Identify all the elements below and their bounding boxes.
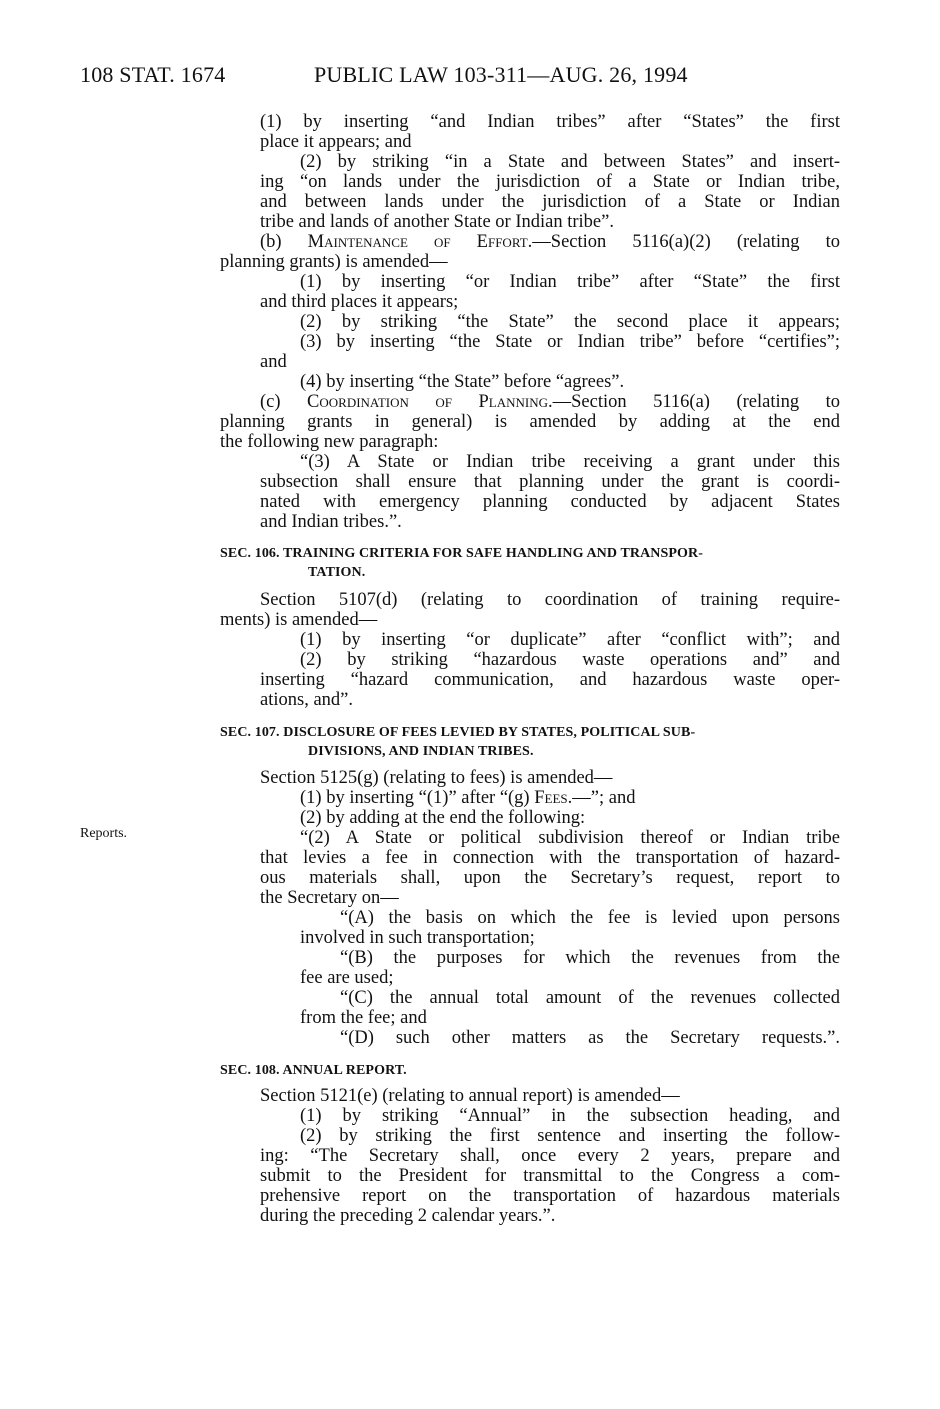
subsection-c-heading-line: (c) Coordination of Planning.—Section 5116(a) (relating to: [260, 392, 840, 412]
text-line: Section 5121(e) (relating to annual report) is amended—: [260, 1086, 680, 1106]
text-line: and third places it appears;: [260, 292, 459, 312]
text-line: and: [260, 352, 287, 372]
header-law-title: PUBLIC LAW 103-311—AUG. 26, 1994: [314, 62, 688, 87]
text-line: “(A) the basis on which the fee is levied upon persons: [340, 908, 840, 928]
text-line: involved in such transportation;: [300, 928, 535, 948]
text-line: “(D) such other matters as the Secretary requests.”.: [340, 1028, 840, 1048]
text-line: tribe and lands of another State or Indian tribe”.: [260, 212, 614, 232]
text-line: (1) by inserting “or duplicate” after “conflict with”; and: [300, 630, 840, 650]
text-line: ing “on lands under the jurisdiction of a State or Indian tribe,: [260, 172, 840, 192]
section-108-heading: SEC. 108. ANNUAL REPORT.: [220, 1063, 407, 1078]
text-line: (2) by striking the first sentence and inserting the follow-: [300, 1126, 840, 1146]
text-line: from the fee; and: [300, 1008, 427, 1028]
text-line: (2) by striking “the State” the second place it appears;: [300, 312, 840, 332]
text-line: inserting “hazard communication, and hazardous waste oper-: [260, 670, 840, 690]
text-line: the following new paragraph:: [220, 432, 439, 452]
text-line: (3) by inserting “the State or Indian tribe” before “certifies”;: [300, 332, 840, 352]
text-line: fee are used;: [300, 968, 394, 988]
text-line: planning grants) is amended—: [220, 252, 448, 272]
text-line: place it appears; and: [260, 132, 412, 152]
text-line: ments) is amended—: [220, 610, 378, 630]
text-line: (1) by inserting “(1)” after “(g) Fees.—”; and: [300, 788, 636, 808]
text-line: (1) by inserting “or Indian tribe” after “State” the first: [300, 272, 840, 292]
margin-note-reports: Reports.: [80, 826, 128, 841]
text-line: “(2) A State or political subdivision thereof or Indian tribe: [300, 828, 840, 848]
text-line: ations, and”.: [260, 690, 353, 710]
text-line: (4) by inserting “the State” before “agrees”.: [300, 372, 625, 392]
section-107-heading-cont: DIVISIONS, AND INDIAN TRIBES.: [308, 744, 534, 759]
text-line: “(C) the annual total amount of the revenues collected: [340, 988, 840, 1008]
subsection-b-heading-line: (b) Maintenance of Effort.—Section 5116(a)(2) (relating to: [260, 232, 841, 252]
text-line: and between lands under the jurisdiction of a State or Indian: [260, 192, 840, 212]
text-line: (1) by striking “Annual” in the subsection heading, and: [300, 1106, 840, 1126]
section-106-heading-cont: TATION.: [308, 565, 366, 580]
text-line: (1) by inserting “and Indian tribes” after “States” the first: [260, 112, 840, 132]
text-line: “(3) A State or Indian tribe receiving a grant under this: [300, 452, 840, 472]
text-line: submit to the President for transmittal to the Congress a com-: [260, 1166, 840, 1186]
header-stat-page: 108 STAT. 1674: [80, 62, 226, 87]
text-line: nated with emergency planning conducted by adjacent States: [260, 492, 840, 512]
text-line: and Indian tribes.”.: [260, 512, 402, 532]
text-line: Section 5107(d) (relating to coordination of training require-: [260, 590, 840, 610]
section-106-heading: SEC. 106. TRAINING CRITERIA FOR SAFE HANDLING AND TRANSPOR-: [220, 546, 704, 561]
text-line: ing: “The Secretary shall, once every 2 years, prepare and: [260, 1146, 840, 1166]
text-line: planning grants in general) is amended by adding at the end: [220, 412, 840, 432]
text-line: (2) by striking “hazardous waste operations and” and: [300, 650, 840, 670]
text-line: the Secretary on—: [260, 888, 399, 908]
text-line: (2) by striking “in a State and between States” and insert-: [300, 152, 840, 172]
text-line: prehensive report on the transportation of hazardous materials: [260, 1186, 840, 1206]
text-line: Section 5125(g) (relating to fees) is amended—: [260, 768, 613, 788]
section-107-heading: SEC. 107. DISCLOSURE OF FEES LEVIED BY STATES, POLITICAL SUB-: [220, 725, 696, 740]
text-line: subsection shall ensure that planning under the grant is coordi-: [260, 472, 840, 492]
text-line: “(B) the purposes for which the revenues from the: [340, 948, 840, 968]
text-line: (2) by adding at the end the following:: [300, 808, 586, 828]
text-line: during the preceding 2 calendar years.”.: [260, 1206, 556, 1226]
text-line: ous materials shall, upon the Secretary’s request, report to: [260, 868, 840, 888]
text-line: that levies a fee in connection with the transportation of hazard-: [260, 848, 840, 868]
